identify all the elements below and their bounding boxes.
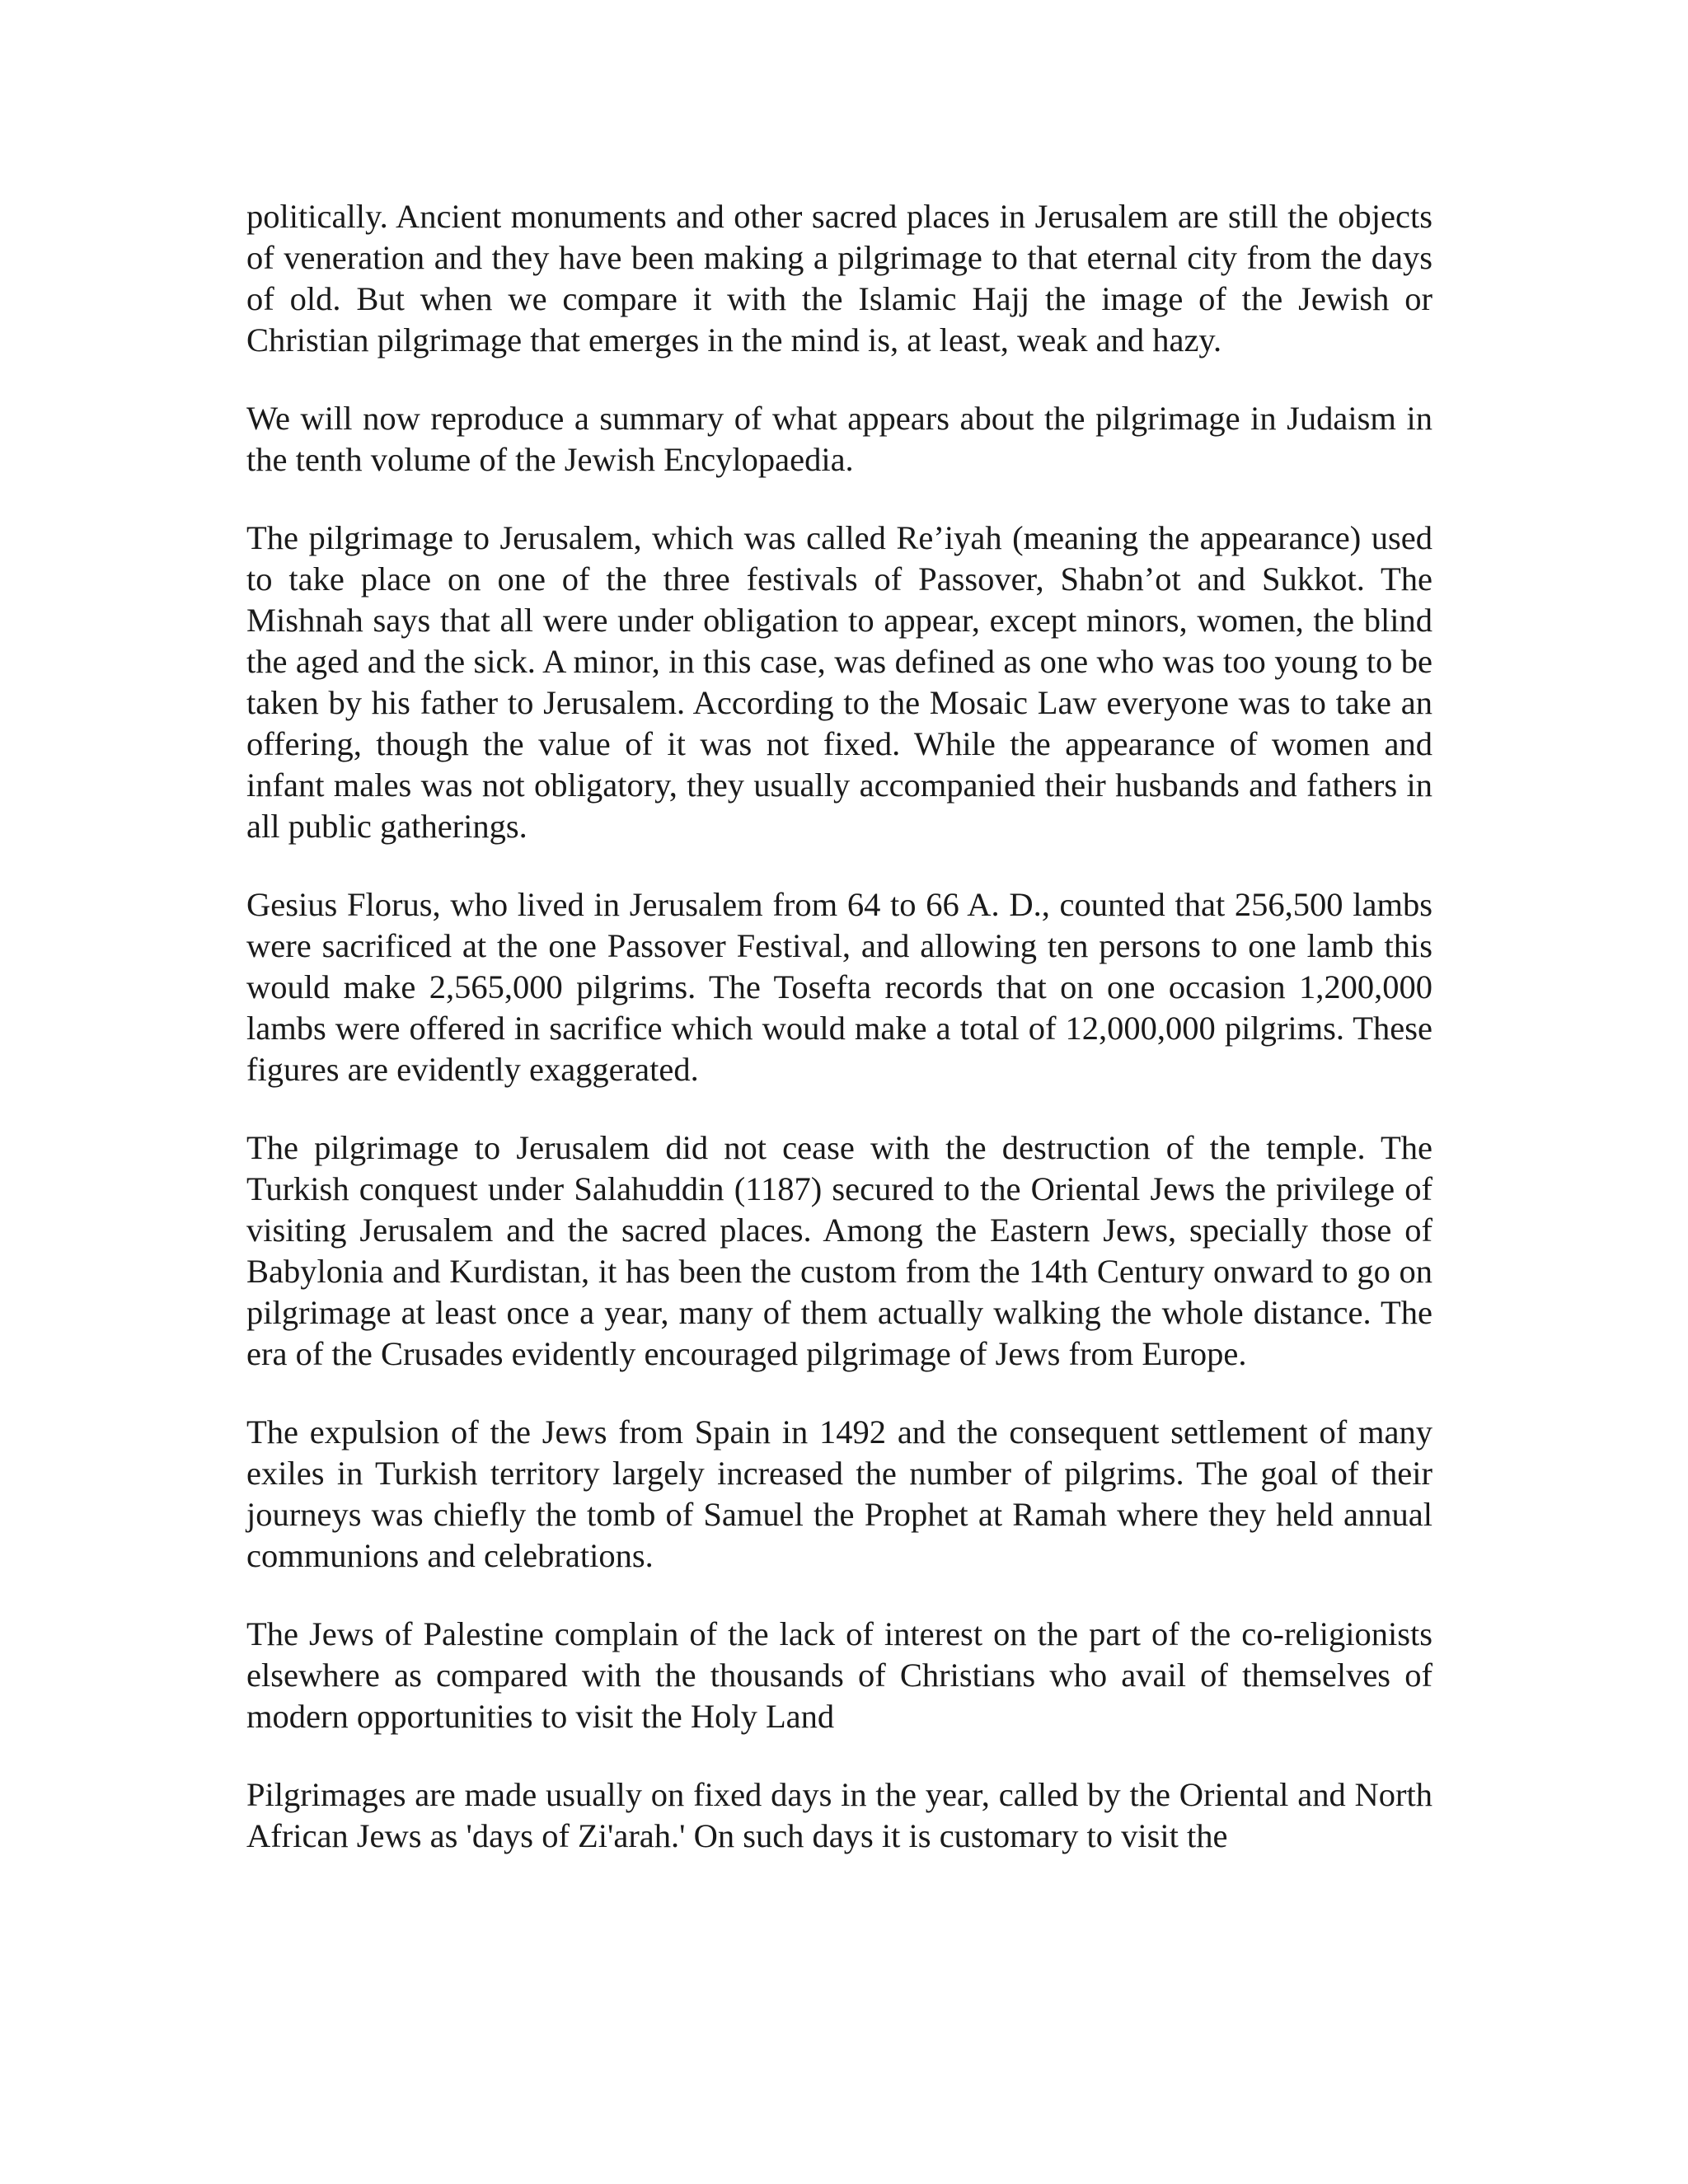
paragraph-6: The expulsion of the Jews from Spain in 1492 and the consequent settlement of many exiles in Turkish territory largely increased the number of pilgrims. The goal of their journeys was chiefly the tomb of Samuel the Prophet at Ramah where they held annual communions and celebrations. <box>246 1413 1432 1574</box>
body-text <box>246 196 1432 1894</box>
paragraph-1: politically. Ancient monuments and other sacred places in Jerusalem are still the objects of veneration and they have been making a pilgrimage to that eternal city from the days of old. But when we compare it with the Islamic Hajj the image of the Jewish or Christian pilgrimage that emerges in the mind is, at least, weak and hazy. <box>246 198 1432 359</box>
paragraph-5: The pilgrimage to Jerusalem did not cease with the destruction of the temple. The Turkish conquest under Salahuddin (1187) secured to the Oriental Jews the privilege of visiting Jerusalem and the sacred places. Among the Eastern Jews, specially those of Babylonia and Kurdistan, it has been the custom from the 14th Century onward to go on pilgrimage at least once a year, many of them actually walking the whole distance. The era of the Crusades evidently encouraged pilgrimage of Jews from Europe. <box>246 1129 1432 1372</box>
paragraph-3: The pilgrimage to Jerusalem, which was called Re’iyah (meaning the appearance) used to take place on one of the three festivals of Passover, Shabn’ot and Sukkot. The Mishnah says that all were under obligation to appear, except minors, women, the blind the aged and the sick. A minor, in this case, was defined as one who was too young to be taken by his father to Jerusalem. According to the Mosaic Law everyone was to take an offering, though the value of it was not fixed. While the appearance of women and infant males was not obligatory, they usually accompanied their husbands and fathers in all public gatherings. <box>246 519 1432 845</box>
paragraph-2: We will now reproduce a summary of what appears about the pilgrimage in Judaism in the tenth volume of the Jewish Encylopaedia. <box>246 400 1432 478</box>
paragraph-4: Gesius Florus, who lived in Jerusalem from 64 to 66 A. D., counted that 256,500 lambs were sacrificed at the one Passover Festival, and allowing ten persons to one lamb this would make 2,565,000 pilgrims. The Tosefta records that on one occasion 1,200,000 lambs were offered in sacrifice which would make a total of 12,000,000 pilgrims. These figures are evidently exaggerated. <box>246 886 1432 1088</box>
paragraph-8: Pilgrimages are made usually on fixed days in the year, called by the Oriental and North African Jews as 'days of Zi'arah.' On such days it is customary to visit the <box>246 1776 1432 1854</box>
paragraph-7: The Jews of Palestine complain of the lack of interest on the part of the co-religionists elsewhere as compared with the thousands of Christians who avail of themselves of modern opportunities to visit the Holy Land <box>246 1615 1432 1735</box>
